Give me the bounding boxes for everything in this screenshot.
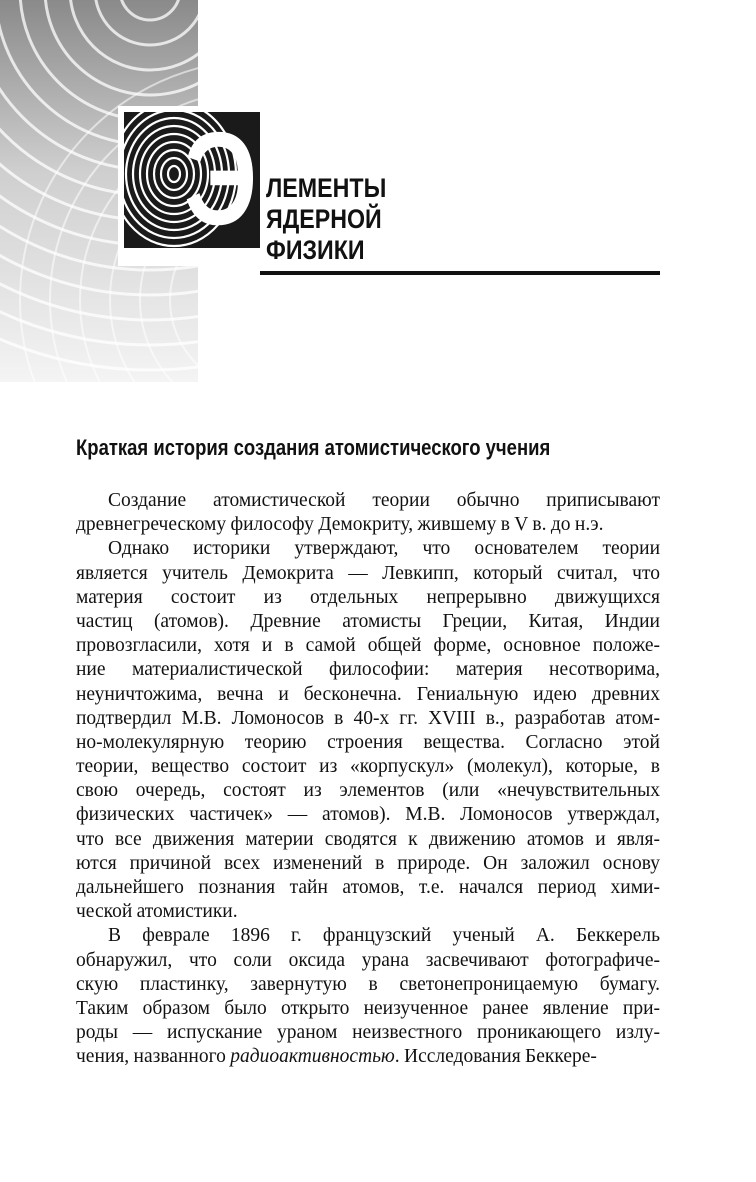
chapter-title-rule xyxy=(260,271,660,275)
text-line: скую пластинку, завернутую в светонепроницаемую бумагу. xyxy=(76,973,660,995)
text-fragment: чения, названного xyxy=(76,1046,226,1068)
text-line: ние материалистической философии: материя несотворима, xyxy=(76,659,660,681)
text-line: В феврале 1896 г. французский ученый А. Беккерель xyxy=(108,925,660,947)
text-line: свою очередь, состоят из элементов (или «нечувствительных xyxy=(76,780,660,802)
text-line: но-молекулярную теорию строения вещества. Согласно этой xyxy=(76,731,660,753)
chapter-title-line: ЛЕМЕНТЫ xyxy=(266,173,387,203)
chapter-title-line: ФИЗИКИ xyxy=(266,235,365,265)
text-line: подтвердил М.В. Ломоносов в 40-х гг. XVIII в., разработав атом- xyxy=(76,707,660,729)
chapter-initial-box xyxy=(118,106,260,266)
text-fragment: . Исследования Беккере- xyxy=(394,1046,597,1068)
chapter-title xyxy=(266,173,386,266)
text-line: ются причиной всех изменений в природе. Он заложил основу xyxy=(76,852,660,874)
text-line: обнаружил, что соли оксида урана засвечивают фотографиче- xyxy=(76,949,660,971)
chapter-initial-panel xyxy=(124,112,260,248)
text-line: физических частичек» — атомов). М.В. Ломоносов утверждал, xyxy=(76,804,660,826)
text-line: провозгласили, хотя и в самой общей форме, основное положе- xyxy=(76,635,660,657)
text-line xyxy=(76,1045,660,1069)
text-line: теории, вещество состоит из «корпускул» (молекул), которые, в xyxy=(76,756,660,778)
text-line: Однако историки утверждают, что основателем теории xyxy=(108,538,660,560)
text-line: Создание атомистической теории обычно приписывают xyxy=(108,490,660,511)
text-line: частиц (атомов). Древние атомисты Греции, Китая, Индии xyxy=(76,610,660,632)
text-line: материя состоит из отдельных непрерывно движущихся xyxy=(76,586,660,608)
text-line: что все движения материи сводятся к движению атомов и явля- xyxy=(76,828,660,850)
emphasized-term: радиоактивностью xyxy=(230,1046,395,1068)
chapter-title-line: ЯДЕРНОЙ xyxy=(266,204,382,234)
text-line: дальнейшего познания тайн атомов, т.е. начался период хими- xyxy=(76,877,660,898)
text-line: является учитель Демокрита — Левкипп, который считал, что xyxy=(76,562,660,584)
chapter-initial-letter: Э xyxy=(184,112,258,248)
body-text xyxy=(76,489,660,1070)
text-line: Таким образом было открыто неизученное ранее явление при- xyxy=(76,997,660,1019)
text-line: ческой атомистики. xyxy=(76,901,238,923)
section-heading: Краткая история создания атомистического учения xyxy=(76,435,551,460)
text-line: древнегреческому философу Демокриту, жившему в V в. до н.э. xyxy=(76,514,604,536)
text-line: роды — испускание ураном неизвестного проникающего излу- xyxy=(76,1022,660,1044)
text-line: неуничтожима, вечна и бесконечна. Гениальную идею древних xyxy=(76,683,660,705)
